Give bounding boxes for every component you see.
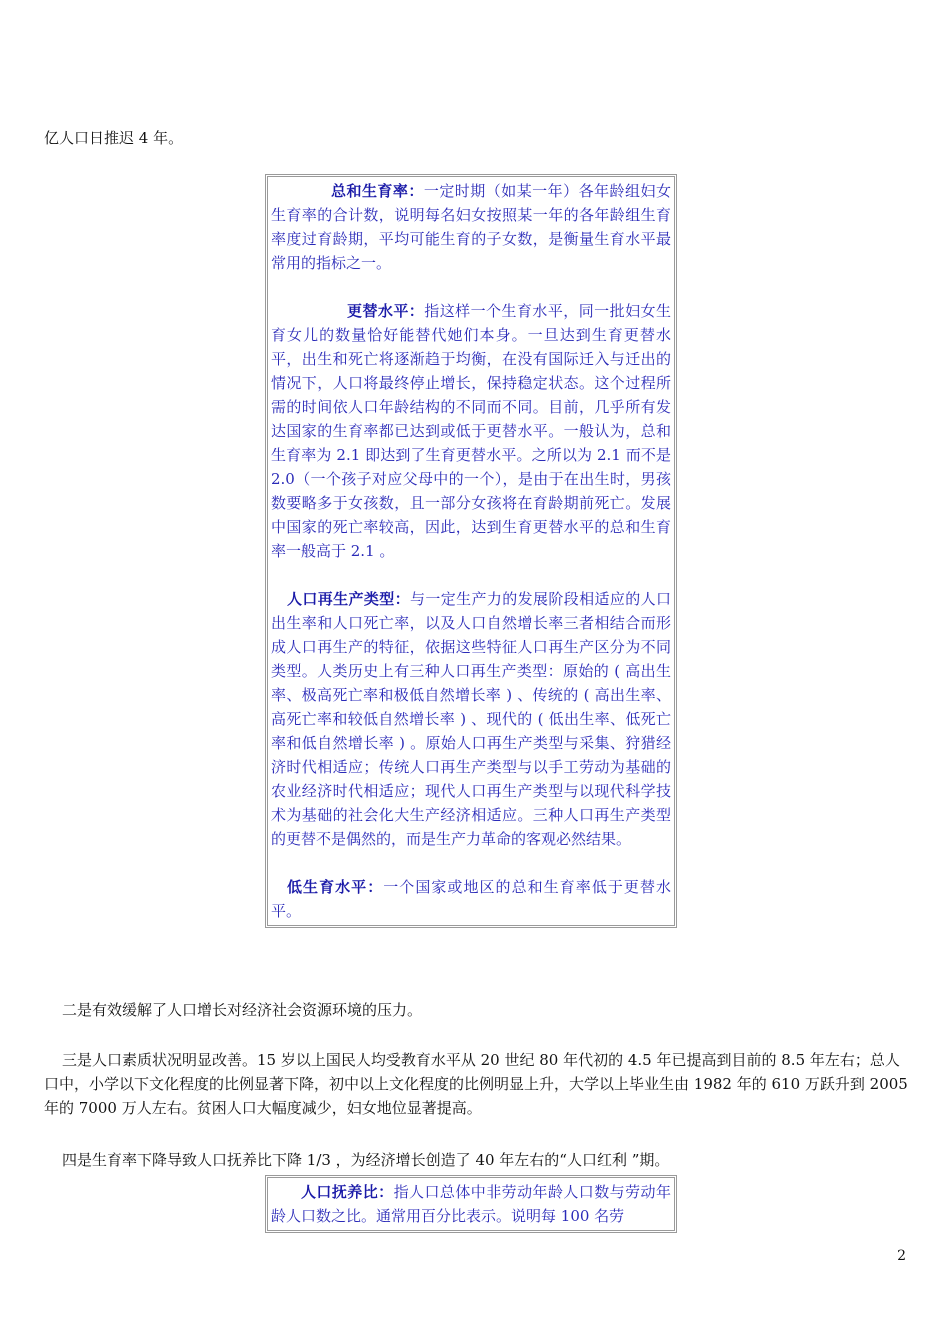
definition-term: 低生育水平： [287, 878, 384, 896]
top-line: 亿人口日推迟 4 年。 [44, 129, 184, 147]
paragraph-2: 二是有效缓解了人口增长对经济社会资源环境的压力。 [62, 1001, 423, 1019]
paragraph-3: 三是人口素质状况明显改善。15 岁以上国民人均受教育水平从 20 世纪 80 年代初的 4.5 年已提高到目前的 8.5 年左右；总人口中，小学以下文化程度的比例显著下降，初中以上文化程度的比例明显上升，大学以上毕业生由 1982 年的 610 万跃升到 2005 年的 7000 万人左右。贫困人口大幅度减少，妇女地位显著提高。 [44, 1051, 908, 1117]
definition-3 [271, 875, 671, 923]
definition-0 [271, 179, 671, 275]
definition-term: 人口抚养比： [301, 1183, 394, 1201]
definitions-box-2 [265, 1175, 677, 1233]
definition-text: 一定时期（如某一年）各年龄组妇女生育率的合计数，说明每名妇女按照某一年的各年龄组生育率度过育龄期，平均可能生育的子女数，是衡量生育水平最常用的指标之一。 [271, 182, 671, 272]
page-number: 2 [897, 1248, 906, 1264]
definition-term: 人口再生产类型： [287, 590, 410, 608]
definition-2 [271, 587, 671, 851]
paragraph-4: 四是生育率下降导致人口抚养比下降 1/3 ，为经济增长创造了 40 年左右的“人口红利 ”期。 [62, 1151, 670, 1169]
definition-text: 指人口总体中非劳动年龄人口数与劳动年龄人口数之比。通常用百分比表示。说明每 100 名劳 [271, 1183, 671, 1225]
definition-term: 总和生育率： [331, 182, 424, 200]
definition-text: 一个国家或地区的总和生育率低于更替水平。 [271, 878, 671, 920]
definition-text: 与一定生产力的发展阶段相适应的人口出生率和人口死亡率，以及人口自然增长率三者相结合而形成人口再生产的特征，依据这些特征人口再生产区分为不同类型。人类历史上有三种人口再生产类型：原始的 ( 高出生率、极高死亡率和极低自然增长率 ) 、传统的 ( 高出生率、高死亡率和较低自然增长率 ) 、现代的 ( 低出生率、低死亡率和低自然增长率 ) 。原始人口再生产类型与采集、狩猎经济时代相适应；传统人口再生产类型与以手工劳动为基础的农业经济时代相适应；现代人口再生产类型与以现代科学技术为基础的社会化大生产经济相适应。三种人口再生产类型的更替不是偶然的，而是生产力革命的客观必然结果。 [271, 590, 671, 848]
definition-text: 指这样一个生育水平，同一批妇女生育女儿的数量恰好能替代她们本身。一旦达到生育更替水平，出生和死亡将逐渐趋于均衡，在没有国际迁入与迁出的情况下，人口将最终停止增长，保持稳定状态。这个过程所需的时间依人口年龄结构的不同而不同。目前，几乎所有发达国家的生育率都已达到或低于更替水平。一般认为，总和生育率为 2.1 即达到了生育更替水平。之所以为 2.1 而不是 2.0（一个孩子对应父母中的一个），是由于在出生时，男孩数要略多于女孩数，且一部分女孩将在育龄期前死亡。发展中国家的死亡率较高，因此，达到生育更替水平的总和生育率一般高于 2.1 。 [271, 302, 671, 560]
definition-term: 更替水平： [347, 302, 425, 320]
definition-2-0 [271, 1180, 671, 1228]
definition-1 [271, 299, 671, 563]
definitions-box [265, 174, 677, 928]
